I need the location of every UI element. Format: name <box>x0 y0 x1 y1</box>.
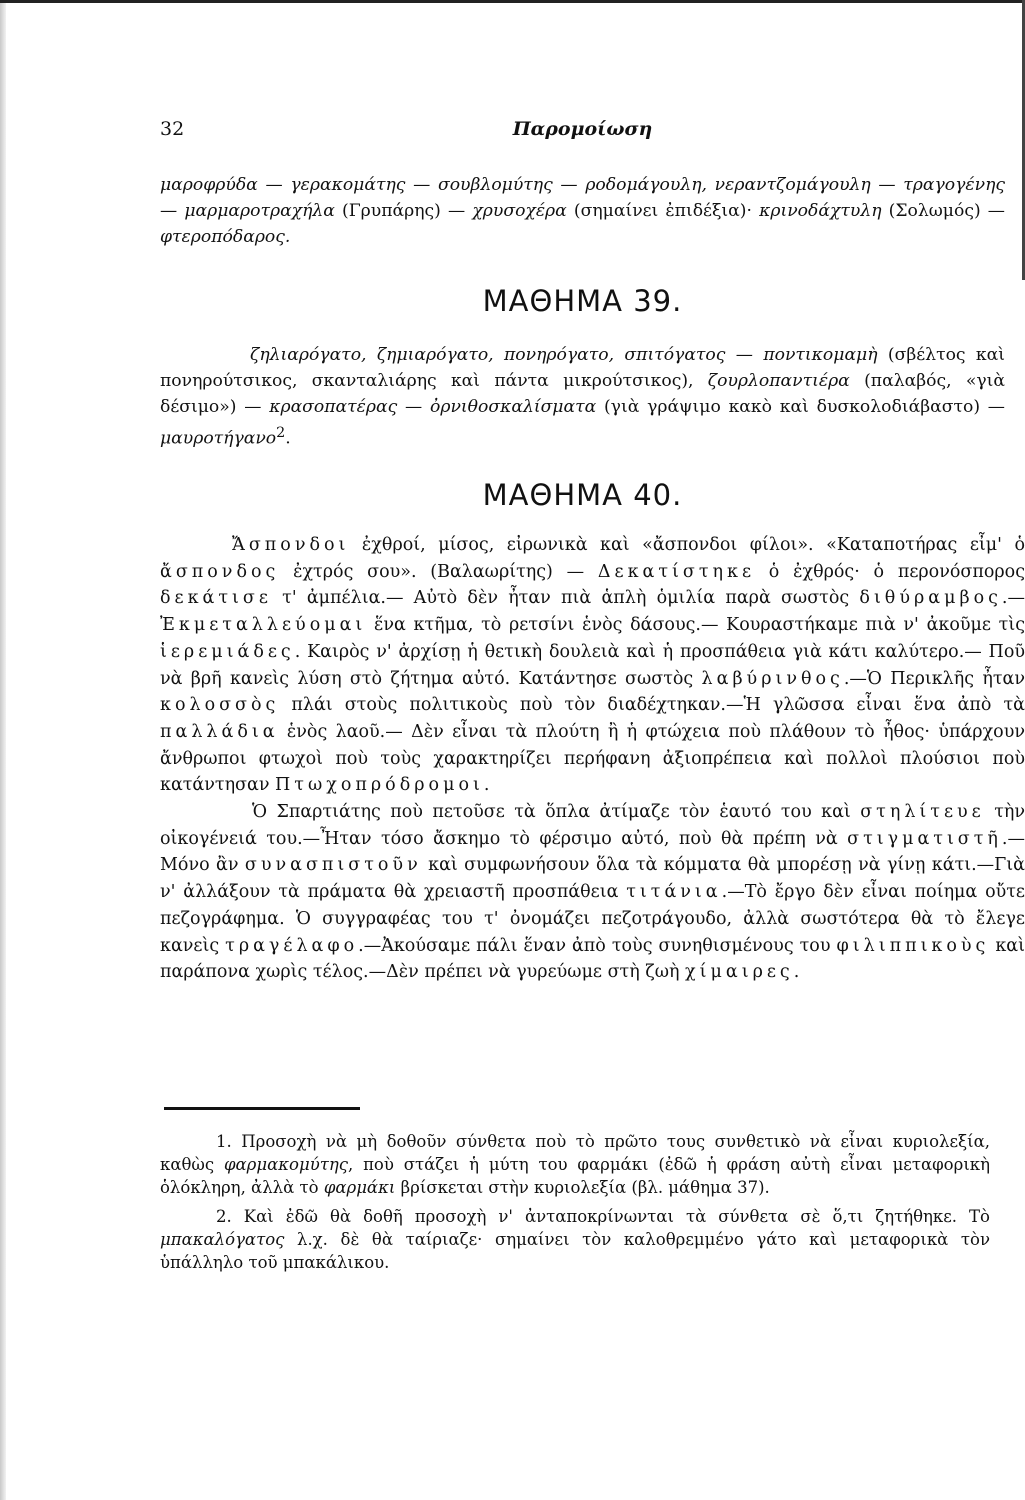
lesson-40-paragraph-1: Ἄσπονδοι ἐχθροί, μίσος, εἰρωνικὰ καὶ «ἄσπονδοι φίλοι». «Καταποτήρας εἶμ' ὁ ἄσπονδος ἐχτρός σου». (Βαλαωρίτης) — Δεκατίστηκε ὁ ἐχθρός· ὁ περονόσπορος δεκάτισε τ' ἀμπέλια.— Αὐτὸ δὲν ἦταν πιὰ ἁπλὴ ὁμιλία παρὰ σωστὸς διθύραμβος.—Ἐκμεταλλεύομαι ἕνα κτῆμα, τὸ ρετσίνι ἑνὸς δάσους.— Κουραστήκαμε πιὰ ν' ἀκοῦμε τὶς ἱερεμιάδες. Καιρὸς ν' ἀρχίσῃ ἡ θετικὴ δουλειὰ καὶ ἡ προσπάθεια γιὰ κάτι καλύτερο.— Ποῦ νὰ βρῆ κανεὶς λύση στὸ ζήτημα αὐτό. Κατάντησε σωστὸς λαβύρινθος.—Ὁ Περικλῆς ἦταν κολοσσὸς πλάι στοὺς πολιτικοὺς ποὺ τὸν διαδέχτηκαν.—Ἡ γλῶσσα εἶναι ἕνα ἀπὸ τὰ παλλάδια ἑνὸς λαοῦ.— Δὲν εἶναι τὰ πλούτη ἢ ἡ φτώχεια ποὺ πλάθουν τὸ ἦθος· ὑπάρχουν ἄνθρωποι φτωχοὶ ποὺ τοὺς χαρακτηρίζει περήφανη ἀξιοπρέπεια καὶ πολλοὶ πλούσιοι ποὺ κατάντησαν Πτωχοπρόδρομοι. <box>160 535 1025 796</box>
footnote-rule <box>164 1107 360 1110</box>
footnote-2: 2. Καὶ ἐδῶ θὰ δοθῆ προσοχὴ ν' ἀνταποκρίνωνται τὰ σύνθετα σὲ ὅ,τι ζητήθηκε. Τὸ μπακαλόγατος λ.χ. δὲ θὰ ταίριαζε· σημαίνει τὸν καλοθρεμμένο γάτο καὶ μεταφορικὰ τὸν ὑπάλληλο τοῦ μπακάλικου. <box>160 1207 990 1272</box>
lesson-40-body <box>160 532 1025 986</box>
footnote-1: 1. Προσοχὴ νὰ μὴ δοθοῦν σύνθετα ποὺ τὸ πρῶτο τους συνθετικὸ νὰ εἶναι κυριολεξία, καθὼς φαρμακομύτης, ποὺ στάζει ἡ μύτη του φαρμάκι (ἐδῶ ἡ φράση αὐτὴ εἶναι μεταφορικὴ ὁλόκληρη, ἀλλὰ τὸ φαρμάκι βρίσκεται στὴν κυριολεξία (βλ. μάθημα 37). <box>160 1132 990 1197</box>
top-paragraph: μαροφρύδα — γερακομάτης — σουβλομύτης — ροδομάγουλη, νεραντζομάγουλη — τραγογένης — μαρμαροτραχήλα (Γρυπάρης) — χρυσοχέρα (σημαίνει ἐπιδέξια)· κρινοδάχτυλη (Σολωμός) — φτεροπόδαρος. <box>160 175 1005 247</box>
page-number: 32 <box>160 118 185 140</box>
running-title: Παρομοίωση <box>512 118 653 140</box>
footnotes <box>160 1130 990 1280</box>
scan-top-edge <box>0 0 1025 3</box>
lesson-39-body <box>160 342 1005 452</box>
lesson-40-heading: ΜΑΘΗΜΑ 40. <box>482 478 683 512</box>
lesson-39-heading: ΜΑΘΗΜΑ 39. <box>482 284 683 318</box>
lesson-39-paragraph: ζηλιαρόγατο, ζημιαρόγατο, πονηρόγατο, σπιτόγατος — ποντικομαμὴ (σβέλτος καὶ πονηρούτσικος, σκανταλιάρης καὶ πάντα μικρούτσικος), ζουρλοπαντιέρα (παλαβός, «γιὰ δέσιμο») — κρασοπατέρας — ὀρνιθοσκαλίσματα (γιὰ γράψιμο κακὸ καὶ δυσκολοδιάβαστο) — μαυροτήγανο$^2$. <box>160 345 1006 449</box>
top-word-list <box>160 172 1005 250</box>
running-head <box>160 118 1005 148</box>
lesson-40-paragraph-2: Ὁ Σπαρτιάτης ποὺ πετοῦσε τὰ ὅπλα ἀτίμαζε τὸν ἑαυτό του καὶ στηλίτευε τὴν οἰκογένειά του.—Ἦταν τόσο ἄσκημο τὸ φέρσιμο αὐτό, ποὺ θὰ πρέπη νὰ στιγματιστῆ.—Μόνο ἂν συνασπιστοῦν καὶ συμφωνήσουν ὅλα τὰ κόμματα θὰ μπορέσῃ νὰ γίνῃ κάτι.—Γιὰ ν' ἀλλάξουν τὰ πράματα θὰ χρειαστῆ προσπάθεια τιτάνια.—Τὸ ἔργο δὲν εἶναι ποίημα οὔτε πεζογράφημα. Ὁ συγγραφέας του τ' ὀνομάζει πεζοτράγουδο, ἀλλὰ σωστότερα θὰ τὸ ἔλεγε κανεὶς τραγέλαφο.—Ἀκούσαμε πάλι ἕναν ἀπὸ τοὺς συνηθισμένους του φιλιππικοὺς καὶ παράπονα χωρὶς τέλος.—Δὲν πρέπει νὰ γυρεύωμε στὴ ζωὴ χίμαιρες. <box>160 802 1025 983</box>
footnote-ref-2: 2 <box>276 425 286 441</box>
scan-left-edge <box>0 0 6 1500</box>
